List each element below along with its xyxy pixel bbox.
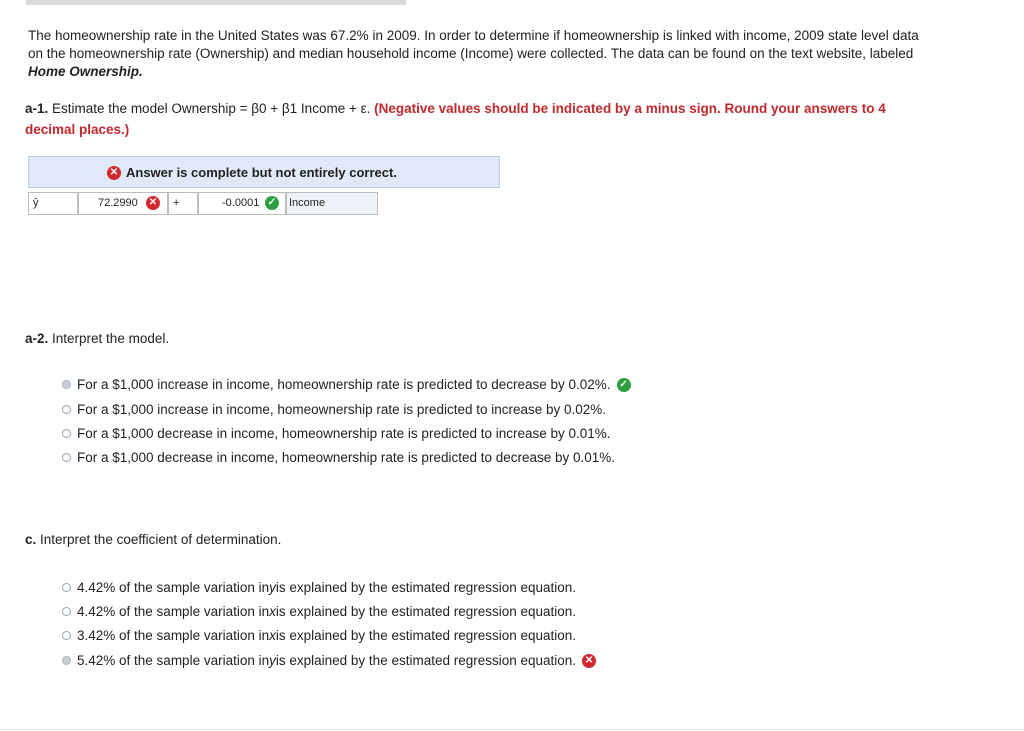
x-circle-icon: ✕ — [582, 654, 596, 668]
bottom-divider — [0, 729, 1024, 730]
answer-status-banner — [28, 156, 500, 188]
question-c — [25, 532, 281, 547]
a2-option-4[interactable] — [62, 450, 615, 465]
question-c-prompt: Interpret the coefficient of determination. — [40, 532, 282, 547]
dataset-name: Home Ownership. — [28, 64, 143, 79]
radio-button[interactable] — [62, 607, 71, 616]
radio-button-selected[interactable] — [62, 656, 71, 665]
question-a2-label: a-2. — [25, 331, 49, 346]
question-a1-hint: (Negative values should be indicated by a minus sign. Round your answers to 4 decimal places.) — [25, 101, 886, 137]
income-label: Income — [286, 192, 378, 215]
question-a1-prompt: Estimate the model Ownership = β0 + β1 Income + ε. — [52, 101, 371, 116]
radio-button[interactable] — [62, 405, 71, 414]
question-a2 — [25, 331, 169, 346]
c-option-2-post: is explained by the estimated regression equation. — [275, 604, 577, 619]
beta1-input[interactable] — [198, 192, 286, 215]
top-divider — [26, 0, 406, 5]
c-option-1[interactable] — [62, 580, 576, 595]
y-hat-label: ŷ — [28, 192, 78, 215]
a2-option-1-text: For a $1,000 increase in income, homeownership rate is predicted to decrease by 0.02%. — [77, 377, 611, 392]
question-a1-label: a-1. — [25, 101, 49, 116]
question-a2-prompt: Interpret the model. — [52, 331, 170, 346]
radio-button[interactable] — [62, 453, 71, 462]
c-option-2-pre: 4.42% of the sample variation in — [77, 604, 270, 619]
c-option-1-pre: 4.42% of the sample variation in — [77, 580, 270, 595]
c-option-3[interactable] — [62, 628, 576, 643]
a2-option-3-text: For a $1,000 decrease in income, homeownership rate is predicted to increase by 0.01%. — [77, 426, 611, 441]
a2-option-1[interactable] — [62, 377, 631, 392]
c-option-3-post: is explained by the estimated regression equation. — [275, 628, 577, 643]
c-option-1-var: y — [269, 580, 276, 595]
a2-option-2-text: For a $1,000 increase in income, homeownership rate is predicted to increase by 0.02%. — [77, 402, 607, 417]
plus-sign: + — [168, 192, 198, 215]
radio-button[interactable] — [62, 429, 71, 438]
c-option-2[interactable] — [62, 604, 576, 619]
c-option-1-post: is explained by the estimated regression equation. — [275, 580, 577, 595]
question-c-label: c. — [25, 532, 37, 547]
x-circle-icon: ✕ — [146, 196, 160, 210]
beta0-value: 72.2990 — [98, 197, 138, 209]
beta0-input[interactable] — [78, 192, 168, 215]
radio-button[interactable] — [62, 631, 71, 640]
c-option-4[interactable] — [62, 653, 596, 668]
beta1-value: -0.0001 — [222, 197, 260, 209]
radio-button-selected[interactable] — [62, 380, 71, 389]
a2-option-4-text: For a $1,000 decrease in income, homeownership rate is predicted to decrease by 0.01%. — [77, 450, 616, 465]
intro-text: The homeownership rate in the United States was 67.2% in 2009. In order to determine if homeownership is linked with income, 2009 state level data on the homeownership rate (Ownership) and median household income (Income) were collected. The data can be found on the text website, labeled — [28, 28, 919, 61]
check-circle-icon: ✓ — [617, 378, 631, 392]
answer-status-text: Answer is complete but not entirely correct. — [126, 165, 397, 180]
problem-intro — [28, 27, 928, 81]
c-option-4-var: y — [269, 653, 276, 668]
radio-button[interactable] — [62, 583, 71, 592]
a2-option-3[interactable] — [62, 426, 611, 441]
c-option-3-pre: 3.42% of the sample variation in — [77, 628, 270, 643]
question-a1 — [25, 98, 925, 140]
x-circle-icon: ✕ — [107, 166, 121, 180]
c-option-4-pre: 5.42% of the sample variation in — [77, 653, 270, 668]
a2-option-2[interactable] — [62, 402, 606, 417]
c-option-3-var: x — [269, 628, 276, 643]
c-option-4-post: is explained by the estimated regression equation. — [275, 653, 577, 668]
c-option-2-var: x — [269, 604, 276, 619]
check-circle-icon: ✓ — [265, 196, 279, 210]
